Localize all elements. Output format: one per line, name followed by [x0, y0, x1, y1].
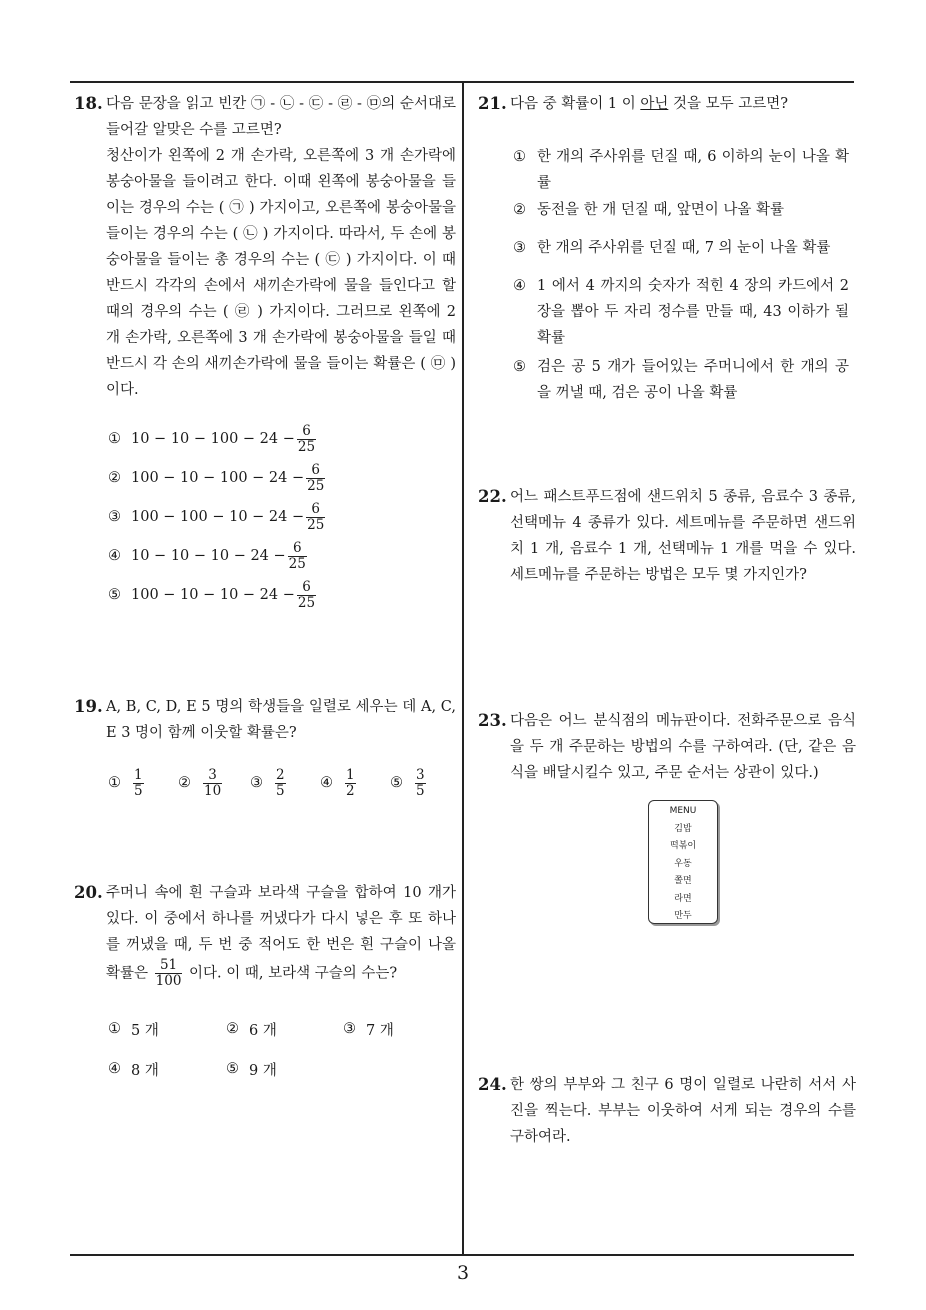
menu-item: 김밥: [674, 823, 692, 834]
question-number: 23.: [478, 711, 507, 730]
question-22: [478, 484, 856, 588]
choice-1[interactable]: ① 5 개: [108, 1021, 159, 1039]
question-prompt: 다음은 어느 분식점의 메뉴판이다. 전화주문으로 음식을 두 개 주문하는 방법의 수를 구하여라. (단, 같은 음식을 배달시킬수 있고, 주문 순서는 상관이 있다.): [510, 713, 856, 781]
choice-3[interactable]: ③ 7 개: [343, 1021, 394, 1039]
choice-3[interactable]: ③ 한 개의 주사위를 던질 때, 7 의 눈이 나올 확률: [513, 240, 831, 256]
choice-1[interactable]: ① 한 개의 주사위를 던질 때, 6 이하의 눈이 나올 확률: [513, 149, 849, 191]
choice-3[interactable]: ③ $\frac{2}{5}$: [250, 766, 285, 799]
page-number: 3: [456, 1262, 470, 1284]
fraction: $\frac{3}{5}$: [416, 766, 425, 799]
menu-board: [648, 800, 718, 924]
menu-item: 만두: [674, 911, 692, 921]
question-prompt: 어느 패스트푸드점에 샌드위치 5 종류, 음료수 3 종류, 선택메뉴 4 종류가 있다. 세트메뉴를 주문하면 샌드위치 1 개, 음료수 1 개, 선택메뉴 1 개를 먹을 수 있다. 세트메뉴를 주문하는 방법은 모두 몇 가지인가?: [510, 489, 856, 583]
question-number: 22.: [478, 487, 507, 506]
question-passage: 청산이가 왼쪽에 2 개 손가락, 오른쪽에 3 개 손가락에 봉숭아물을 들이려고 한다. 이때 왼쪽에 봉숭아물을 들이는 경우의 수는 ( ㉠ ) 가지이고, 오른쪽에 봉숭아물을 들이는 경우의 수는 ( ㉡ ) 가지이다. 따라서, 두 손에 봉숭아물을 들이는 총 경우의 수는 ( ㉢ ) 가지이다. 이 때 반드시 각각의 손에서 새끼손가락에 물을 들인다고 할 때의 경우의 수는 ( ㉣ ) 가지이다. 그러므로 왼쪽에 2 개 손가락, 오른쪽에 3 개 손가락에 봉숭아물을 들일 때 반드시 각 손의 새끼손가락에 물을 들이는 확률은 ( ㉤ ) 이다.: [106, 148, 456, 398]
question-number: 20.: [74, 883, 103, 902]
question-prompt: 한 쌍의 부부와 그 친구 6 명이 일렬로 나란히 서서 사진을 찍는다. 부부는 이웃하여 서게 되는 경우의 수를 구하여라.: [510, 1077, 856, 1145]
question-number: 18.: [74, 94, 103, 113]
question-prompt: 다음 문장을 읽고 빈칸 ㉠ - ㉡ - ㉢ - ㉣ - ㉤의 순서대로 들어갈 알맞은 수를 고르면?: [106, 96, 456, 138]
fraction: $\frac{6}{25}$: [297, 422, 316, 455]
choice-2[interactable]: ② $\frac{3}{10}$: [178, 766, 222, 799]
choice-4[interactable]: ④ 8 개: [108, 1061, 159, 1079]
fraction: $\frac{6}{25}$: [297, 578, 316, 611]
fraction: $\frac{2}{5}$: [276, 766, 285, 799]
fraction: $\frac{1}{5}$: [134, 766, 143, 799]
fraction: $\frac{3}{10}$: [204, 766, 222, 799]
menu-item: 우동: [674, 858, 692, 869]
question-prompt: A, B, C, D, E 5 명의 학생들을 일렬로 세우는 데 A, C, E 3 명이 함께 이웃할 확률은?: [106, 699, 456, 741]
choice-1[interactable]: ① 10 − 10 − 100 − 24 − $\frac{6}{25}$: [108, 422, 316, 455]
choice-1[interactable]: ① $\frac{1}{5}$: [108, 766, 143, 799]
choice-2[interactable]: ② 동전을 한 개 던질 때, 앞면이 나올 확률: [513, 202, 784, 218]
fraction: $\frac{6}{25}$: [288, 539, 306, 572]
fraction: $\frac{6}{25}$: [307, 461, 325, 494]
menu-title: MENU: [669, 806, 697, 816]
question-18: [74, 91, 456, 403]
choice-4[interactable]: ④ 1 에서 4 까지의 숫자가 적힌 4 장의 카드에서 2 장을 뽑아 두 자리 정수를 만들 때, 43 이하가 될 확률: [513, 278, 849, 346]
choice-5[interactable]: ⑤ $\frac{3}{5}$: [390, 766, 425, 799]
choice-4[interactable]: ④ 10 − 10 − 10 − 24 − $\frac{6}{25}$: [108, 539, 306, 572]
choice-3[interactable]: ③ 100 − 100 − 10 − 24 − $\frac{6}{25}$: [108, 500, 325, 533]
question-24: [478, 1072, 856, 1150]
choice-2[interactable]: ② 100 − 10 − 100 − 24 − $\frac{6}{25}$: [108, 461, 325, 494]
choice-5[interactable]: ⑤ 9 개: [226, 1061, 277, 1079]
question-19: [74, 694, 456, 746]
menu-item: 쫄면: [674, 876, 692, 886]
question-number: 19.: [74, 697, 103, 716]
bottom-rule: [70, 1254, 854, 1256]
question-number: 21.: [478, 94, 507, 113]
fraction: $\frac{1}{2}$: [346, 766, 355, 799]
choice-4[interactable]: ④ $\frac{1}{2}$: [320, 766, 355, 799]
choice-5[interactable]: ⑤ 100 − 10 − 10 − 24 − $\frac{6}{25}$: [108, 578, 316, 611]
choice-5[interactable]: ⑤ 검은 공 5 개가 들어있는 주머니에서 한 개의 공을 꺼낼 때, 검은 공이 나올 확률: [513, 359, 849, 401]
fraction: $\frac{6}{25}$: [307, 500, 325, 533]
choice-2[interactable]: ② 6 개: [226, 1021, 277, 1039]
column-divider: [462, 81, 464, 1256]
question-21: [478, 91, 856, 117]
menu-item: 떡볶이: [669, 841, 697, 851]
question-23: [478, 708, 856, 786]
question-prompt: 다음 중 확률이 1 이 아닌 것을 모두 고르면?: [510, 96, 788, 112]
menu-item: 라면: [674, 893, 692, 904]
question-20: [74, 880, 456, 989]
question-prompt: 주머니 속에 흰 구슬과 보라색 구슬을 합하여 10 개가 있다. 이 중에서 하나를 꺼냈다가 다시 넣은 후 또 하나를 꺼냈을 때, 두 번 중 적어도 한 번은 흰 구슬이 나올 확률은 $\frac{51}{100}$ 이다. 이 때, 보라색 구슬의 수는?: [106, 885, 456, 989]
question-number: 24.: [478, 1075, 507, 1094]
fraction: $\frac{51}{100}$: [155, 957, 182, 989]
